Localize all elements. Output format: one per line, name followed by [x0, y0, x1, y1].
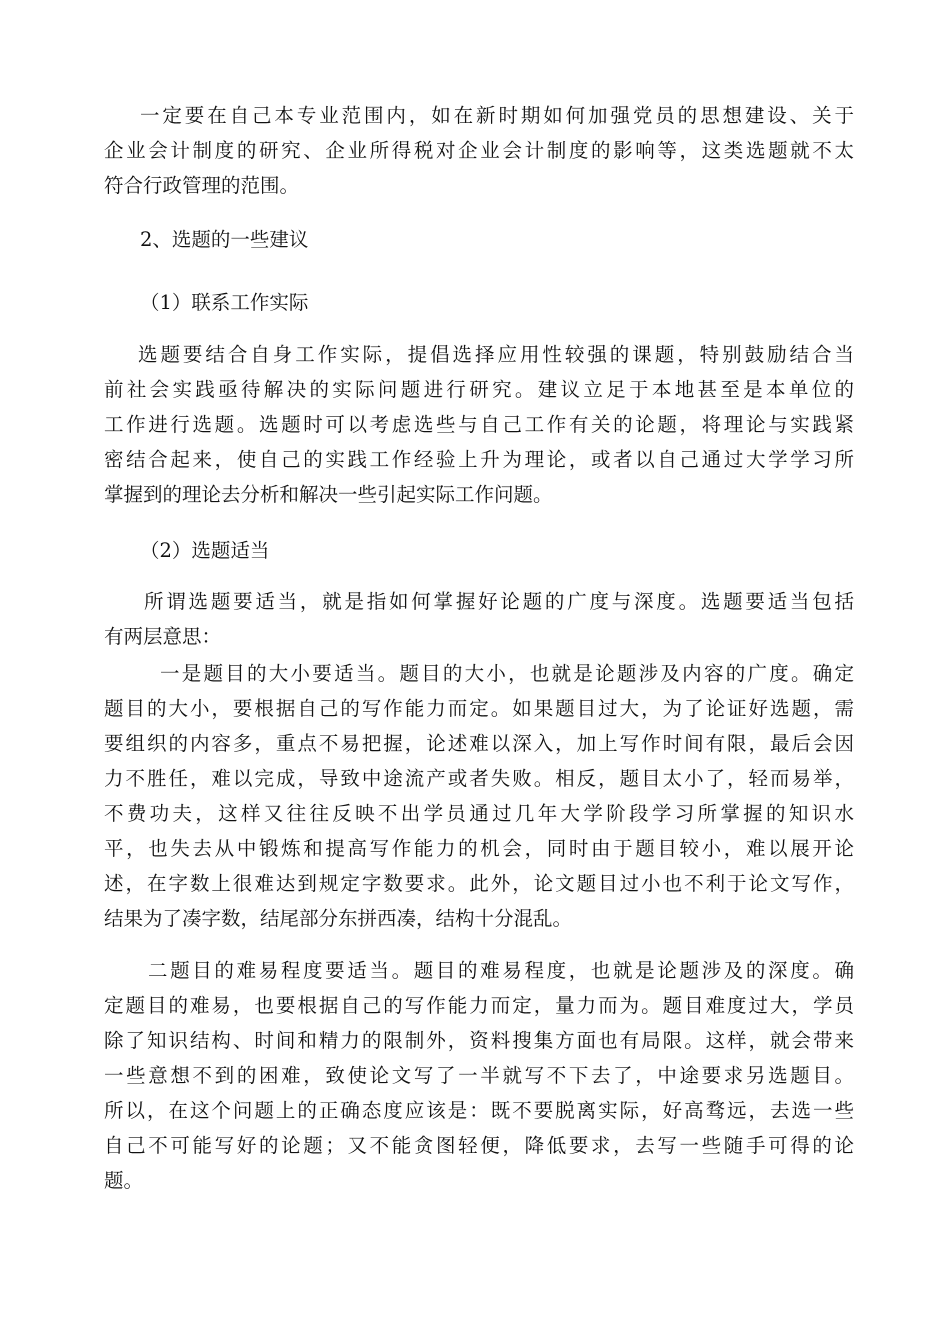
- text-line: 一是题目的大小要适当。题目的大小，也就是论题涉及内容的广度。确定: [160, 662, 854, 685]
- text-line: 题。: [104, 1169, 144, 1192]
- text-line: 前社会实践亟待解决的实际问题进行研究。建议立足于本地甚至是本单位的: [104, 378, 854, 401]
- text-line: 不费功夫，这样又往往反映不出学员通过几年大学阶段学习所掌握的知识水: [104, 802, 854, 825]
- paragraph-topic-difficulty: [104, 953, 854, 1198]
- text-line: 企业会计制度的研究、企业所得税对企业会计制度的影响等，这类选题就不太: [104, 139, 854, 162]
- text-line: 除了知识结构、时间和精力的限制外，资料搜集方面也有局限。这样，就会带来: [104, 1029, 854, 1052]
- text-line: 要组织的内容多，重点不易把握，论述难以深入，加上写作时间有限，最后会因: [104, 732, 854, 755]
- text-line: 工作进行选题。选题时可以考虑选些与自己工作有关的论题，将理论与实践紧: [104, 413, 854, 436]
- text-line: 有两层意思：: [104, 625, 222, 648]
- text-line: 题目的大小，要根据自己的写作能力而定。如果题目过大，为了论证好选题，需: [104, 697, 854, 720]
- paragraph-intro: [104, 98, 854, 203]
- text-line: 选题要结合自身工作实际，提倡选择应用性较强的课题，特别鼓励结合当: [138, 343, 854, 366]
- subsection-heading-2: （2）选题适当: [140, 539, 270, 562]
- text-line: 一些意想不到的困难，致使论文写了一半就写不下去了，中途要求另选题目。: [104, 1064, 854, 1087]
- text-line: 所谓选题要适当，就是指如何掌握好论题的广度与深度。选题要适当包括: [144, 590, 854, 613]
- text-line: 力不胜任，难以完成，导致中途流产或者失败。相反，题目太小了，轻而易举，: [104, 767, 854, 790]
- text-line: 平，也失去从中锻炼和提高写作能力的机会，同时由于题目较小，难以展开论: [104, 837, 854, 860]
- text-line: 一定要在自己本专业范围内，如在新时期如何加强党员的思想建设、关于: [140, 104, 854, 127]
- paragraph-appropriate-topic: [104, 584, 854, 654]
- text-line: 二题目的难易程度要适当。题目的难易程度，也就是论题涉及的深度。确: [148, 959, 854, 982]
- section-heading: 2、选题的一些建议: [140, 228, 309, 251]
- subsection-heading-1: （1）联系工作实际: [140, 291, 309, 314]
- text-line: 结果为了凑字数，结尾部分东拼西凑，结构十分混乱。: [104, 907, 573, 930]
- text-line: 自己不可能写好的论题；又不能贪图轻便，降低要求，去写一些随手可得的论: [104, 1134, 854, 1157]
- text-line: 掌握到的理论去分析和解决一些引起实际工作问题。: [104, 483, 553, 506]
- text-line: 定题目的难易，也要根据自己的写作能力而定，量力而为。题目难度过大，学员: [104, 994, 854, 1017]
- text-line: 述，在字数上很难达到规定字数要求。此外，论文题目过小也不利于论文写作，: [104, 872, 854, 895]
- text-line: 所以，在这个问题上的正确态度应该是：既不要脱离实际，好高骛远，去选一些: [104, 1099, 854, 1122]
- paragraph-work-practice: [104, 337, 854, 512]
- text-line: 密结合起来，使自己的实践工作经验上升为理论，或者以自己通过大学学习所: [104, 448, 854, 471]
- paragraph-topic-size: [104, 656, 854, 936]
- text-line: 符合行政管理的范围。: [104, 174, 300, 197]
